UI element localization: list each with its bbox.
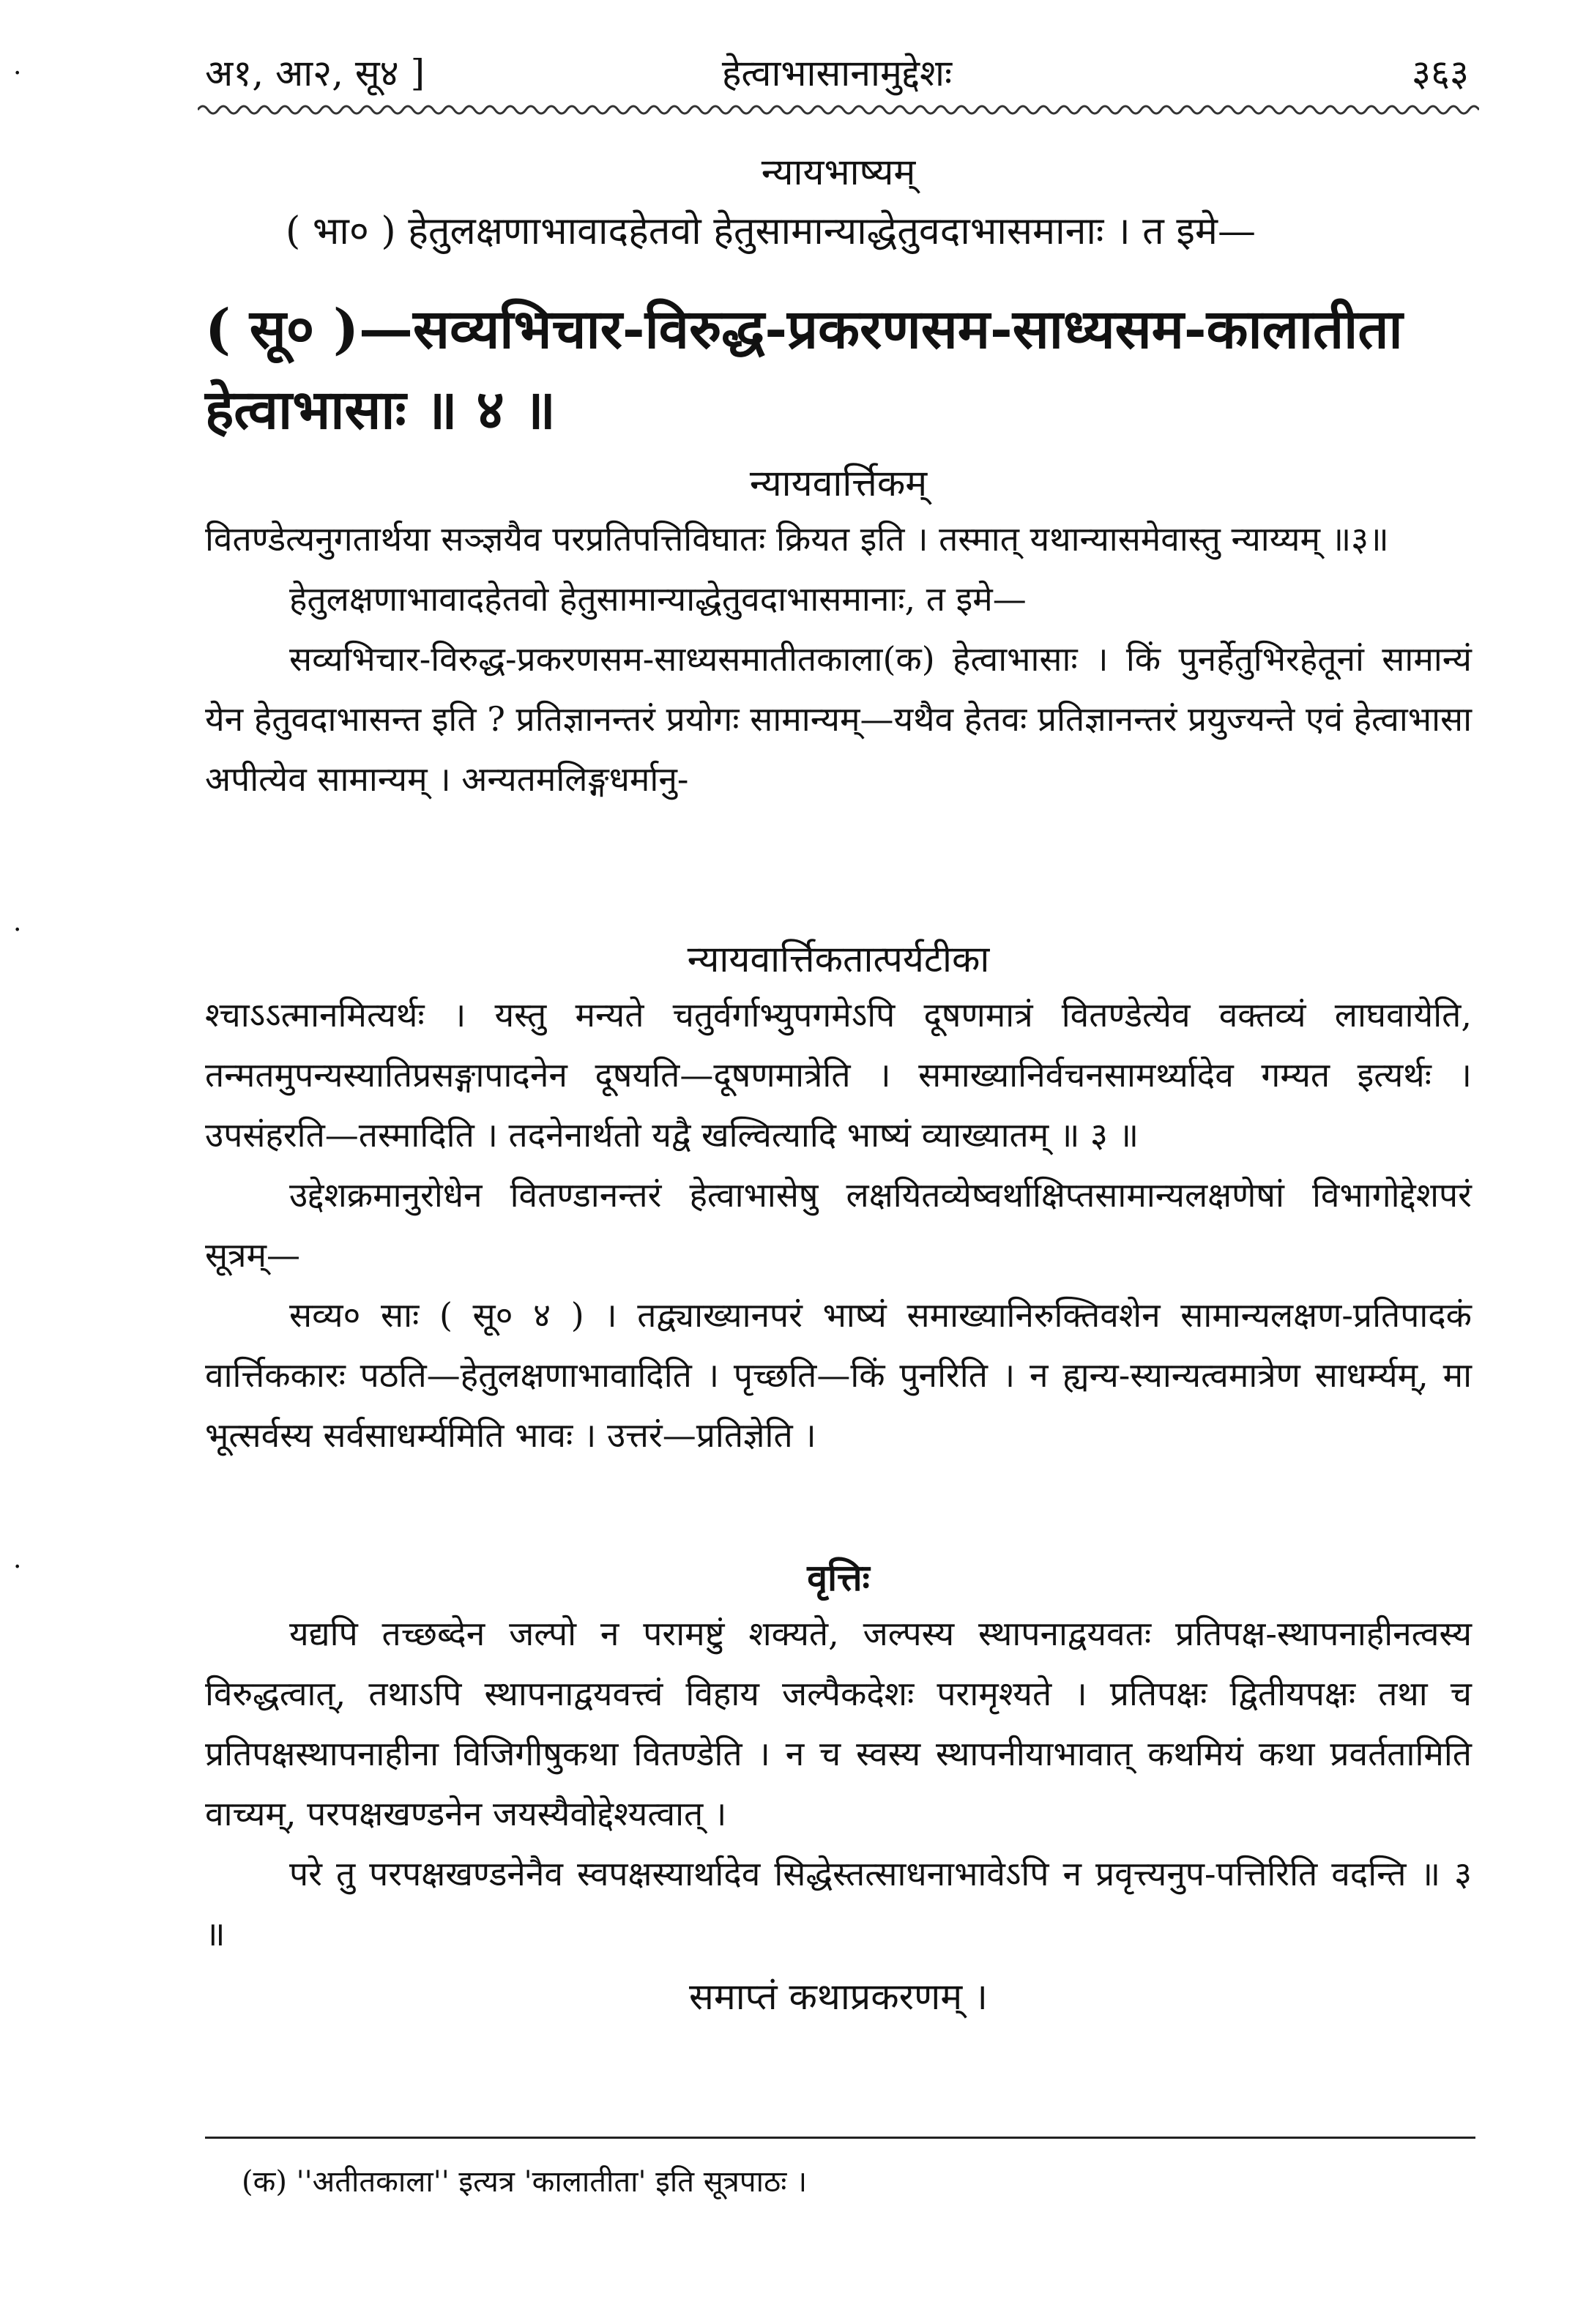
running-header bbox=[205, 44, 1469, 103]
vartika-heading: न्यायवार्त्तिकम् bbox=[749, 462, 928, 504]
sutra-text: ( सू० )—सव्यभिचार-विरुद्ध-प्रकरणसम-साध्यसम-कालातीता हेत्वाभासाः ॥ ४ ॥ bbox=[205, 298, 1403, 442]
vartika-paragraph: हेतुलक्षणाभावादहेतवो हेतुसामान्याद्धेतुवदाभासमानाः, त इमे— bbox=[289, 579, 1027, 619]
header-reference: अ१, आ२, सू४ ] bbox=[205, 52, 425, 94]
vritti-section bbox=[205, 1552, 1472, 2022]
bhashya-text: ( भा० ) हेतुलक्षणाभावादहेतवो हेतुसामान्याद्धेतुवदाभासमानाः । त इमे— bbox=[286, 209, 1256, 253]
header-wavy-rule bbox=[198, 101, 1479, 119]
vartika-section bbox=[205, 458, 1472, 809]
tika-paragraph: उद्देशक्रमानुरोधेन वितण्डानन्तरं हेत्वाभासेषु लक्षयितव्येष्वर्थाक्षिप्तसामान्यलक्षणेषां विभागोद्देशपरं सूत्रम्— bbox=[205, 1175, 1472, 1275]
sutra-section bbox=[205, 289, 1472, 450]
header-title: हेत्वाभासानामुद्देशः bbox=[721, 52, 953, 94]
tika-heading: न्यायवार्त्तिकतात्पर्यटीका bbox=[687, 938, 990, 980]
vartika-paragraph: सव्यभिचार-विरुद्ध-प्रकरणसम-साध्यसमातीतकाला(क) हेत्वाभासाः । किं पुनर्हेतुभिरहेतूनां सामान्यं येन हेतुवदाभासन्त इति ? प्रतिज्ञानन्तरं प्रयोगः सामान्यम्—यथैव हेतवः प्रतिज्ञानन्तरं प्रयुज्यन्ते एवं हेत्वाभासा अपीत्येव सामान्यम् । अन्यतमलिङ्गधर्मानु- bbox=[205, 639, 1472, 799]
page-number: ३६३ bbox=[1412, 52, 1469, 94]
footnote-rule bbox=[205, 2137, 1475, 2139]
vartika-paragraph: वितण्डेत्यनुगतार्थया सञ्ज्ञयैव परप्रतिपत्तिविघातः क्रियत इति । तस्मात् यथान्यासमेवास्तु न्याय्यम् ॥३॥ bbox=[205, 519, 1389, 559]
bhashya-heading: न्यायभाष्यम् bbox=[761, 151, 916, 193]
margin-dot: · bbox=[13, 1552, 22, 1582]
margin-dot: · bbox=[13, 915, 22, 945]
tika-paragraph: श्चाऽऽत्मानमित्यर्थः । यस्तु मन्यते चतुर्वर्गाभ्युपगमेऽपि दूषणमात्रं वितण्डेत्येव वक्तव्यं लाघवायेति, तन्मतमुपन्यस्यातिप्रसङ्गापादनेन दूषयति—दूषणमात्रेति । समाख्यानिर्वचनसामर्थ्यादेव गम्यत इत्यर्थः । उपसंहरति—तस्मादिति । तदनेनार्थतो यद्वै खल्वित्यादि भाष्यं व्याख्यातम् ॥ ३ ॥ bbox=[205, 995, 1472, 1155]
vritti-paragraph: यद्यपि तच्छब्देन जल्पो न परामष्टुं शक्यते, जल्पस्य स्थापनाद्वयवतः प्रतिपक्ष-स्थापनाहीनत्वस्य विरुद्धत्वात्, तथाऽपि स्थापनाद्वयवत्त्वं विहाय जल्पैकदेशः परामृश्यते । प्रतिपक्षः द्वितीयपक्षः तथा च प्रतिपक्षस्थापनाहीना विजिगीषुकथा वितण्डेति । न च स्वस्य स्थापनीयाभावात् कथमियं कथा प्रवर्ततामिति वाच्यम्, परपक्षखण्डनेन जयस्यैवोद्देश्यत्वात् । bbox=[205, 1614, 1472, 1833]
vritti-paragraph: परे तु परपक्षखण्डनेनैव स्वपक्षस्यार्थादेव सिद्धेस्तत्साधनाभावेऽपि न प्रवृत्त्यनुप-पत्तिरिति वदन्ति ॥ ३ ॥ bbox=[205, 1854, 1472, 1954]
footnote: (क) ''अतीतकाला'' इत्यत्र 'कालातीता' इति सूत्रपाठः । bbox=[242, 2165, 808, 2199]
section-closing: समाप्तं कथाप्रकरणम् । bbox=[689, 1975, 988, 2018]
vritti-heading: वृत्तिः bbox=[807, 1556, 870, 1599]
tika-paragraph: सव्य० साः ( सू० ४ ) । तद्व्याख्यानपरं भाष्यं समाख्यानिरुक्तिवशेन सामान्यलक्षण-प्रतिपादकं वार्त्तिककारः पठति—हेतुलक्षणाभावादिति । पृच्छति—किं पुनरिति । न ह्यन्य-स्यान्यत्वमात्रेण साधर्म्यम्, मा भूत्सर्वस्य सर्वसाधर्म्यमिति भावः । उत्तरं—प्रतिज्ञेति । bbox=[205, 1295, 1472, 1455]
tika-section bbox=[205, 934, 1472, 1465]
bhashya-section bbox=[205, 146, 1472, 259]
margin-dot: · bbox=[13, 59, 22, 89]
